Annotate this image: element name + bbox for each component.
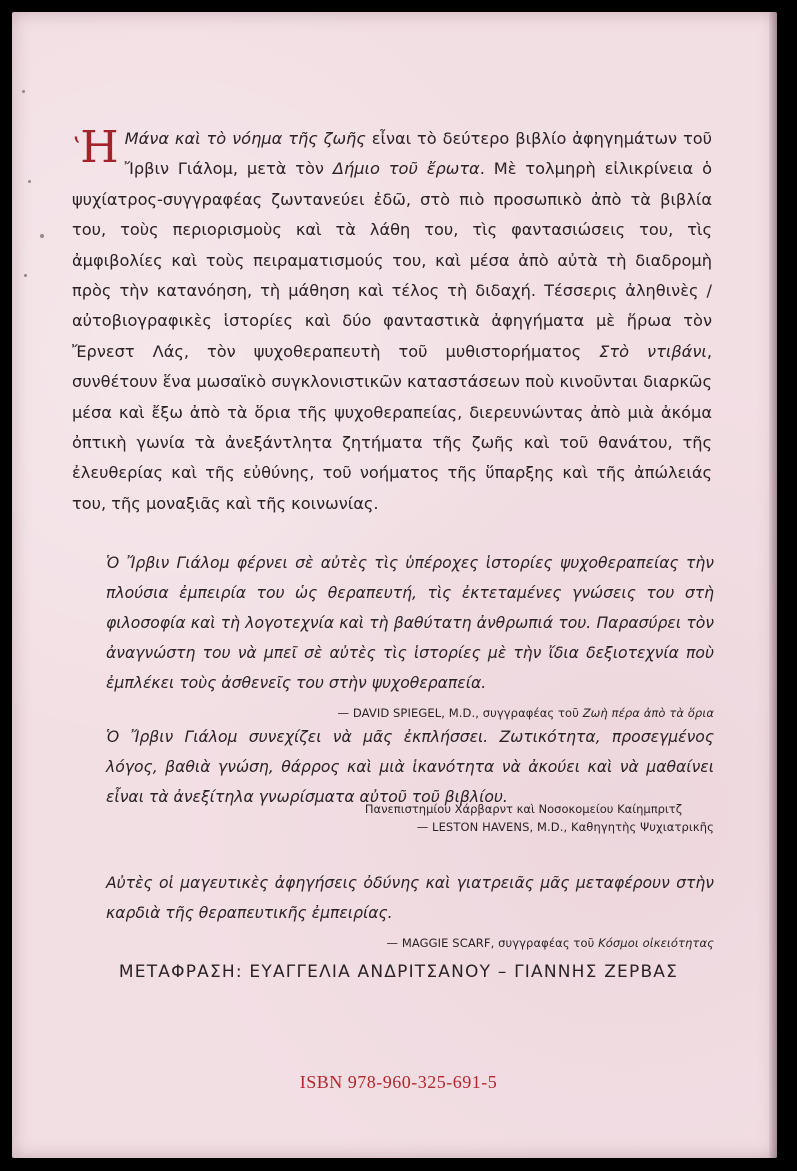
drop-cap-letter: Η — [80, 122, 119, 173]
quote-attribution — [387, 928, 714, 958]
blurb-title-part: Δήμιο τοῦ ἔρωτα — [332, 159, 480, 179]
isbn: ISBN 978-960-325-691-5 — [299, 1072, 498, 1092]
drop-cap-mark: ʽ — [72, 133, 81, 163]
quote-text: Ὁ Ἴρβιν Γιάλομ συνεχίζει νὰ μᾶς ἐκπλήσσει. Ζωτικότητα, προσεγμένος λόγος, βαθιὰ γνώση, θάρρος καὶ μιὰ ἱκανότητα νὰ ἀκούει καὶ νὰ μαθαίνει εἶναι τὰ ἀνεξίτηλα γνωρίσματα αὐτοῦ τοῦ βιβλίου. — [106, 728, 714, 806]
cover-edge — [769, 12, 777, 1158]
blurb-title-part: Στὸ ντιβάνι — [599, 341, 707, 361]
blurb-text-part: , συνθέτουν ἕνα μωσαϊκὸ συγκλονιστικῶν καταστάσεων ποὺ κινοῦνται διαρκῶς μέσα καὶ ἔξω ἀπὸ τὰ ὅρια τῆς ψυχοθεραπείας, διερευνώντας ἀπὸ μιὰ ἀκόμα ὀπτικὴ γωνία τὰ ἀνεξάντλητα ζητήματα τῆς ζωῆς καὶ τοῦ θανάτου, τῆς ἐλευθερίας καὶ τῆς εὐθύνης, τοῦ νοήματος τῆς ὕπαρξης καὶ τῆς ἀπώλειάς του, τῆς μοναξιᾶς καὶ τῆς κοινωνίας. — [72, 341, 713, 513]
quote-text: Ὁ Ἴρβιν Γιάλομ φέρνει σὲ αὐτὲς τὶς ὑπέροχες ἱστορίες ψυχοθεραπείας τὴν πλούσια ἐμπειρία του ὡς θεραπευτή, τὶς ἐκτεταμένες γνώσεις του στὴ φιλοσοφία καὶ τὴ λογοτεχνία καὶ τὴ βαθύτατη ἀνθρωπιά του. Παρασύρει τὸν ἀναγνώστη του νὰ μπεῖ σὲ αὐτὲς τὶς ἱστορίες μὲ τὴν ἴδια δεξιοτεχνία ποὺ ἐμπλέκει τοὺς ἀσθενεῖς του στὴν ψυχοθεραπεία. — [106, 554, 714, 692]
quote-attribution — [417, 812, 714, 842]
quote-text: Αὐτὲς οἱ μαγευτικὲς ἀφηγήσεις ὀδύνης καὶ γιατρειᾶς μᾶς μεταφέρουν στὴν καρδιὰ τῆς θεραπευτικῆς ἐμπειρίας. — [106, 874, 714, 922]
blurb-text-part: . Μὲ τολμηρὴ εἰλικρίνεια ὁ ψυχίατρος-συγγραφέας ζωντανεύει ἐδῶ, στὸ πιὸ προσωπικὸ ἀπὸ τὰ βιβλία του, τοὺς περιορισμοὺς καὶ τὰ λάθη του, τὶς φαντασιώσεις του, τὶς ἀμφιβολίες καὶ τοὺς πειραματισμούς του, καὶ μέσα ἀπὸ αὐτὰ τὴ διαδρομὴ πρὸς τὴν κατανόηση, τὴ μάθηση καὶ τέλος τὴ διδαχή. Τέσσερις ἀληθινὲς / αὐτοβιογραφικὲς ἱστορίες καὶ δύο φανταστικὰ ἀφηγήματα μὲ ἥρωα τὸν Ἔρνεστ Λάς, τὸν ψυχοθεραπευτὴ τοῦ μυθιστορήματος — [72, 159, 712, 361]
back-cover — [12, 12, 777, 1158]
book-blurb — [72, 124, 712, 519]
review-quote — [106, 722, 714, 842]
wear-speck — [24, 274, 27, 277]
attribution-book-title: Κόσμοι οἰκειότητας — [598, 936, 714, 950]
blurb-title-part: Μάνα καὶ τὸ νόημα τῆς ζωῆς — [124, 129, 366, 148]
drop-cap — [72, 122, 119, 173]
attribution-author: — MAGGIE SCARF, συγγραφέας τοῦ — [386, 936, 599, 950]
attribution-author: — LESTON HAVENS, M.D., Καθηγητὴς Ψυχιατρικῆς — [416, 820, 714, 834]
blurb-text-part: εἶναι τὸ δεύτερο βιβλίο ἀφηγημάτων τοῦ Ἴρβιν Γιάλομ, μετὰ τὸν — [124, 129, 712, 179]
wear-speck — [22, 90, 25, 93]
attribution-affiliation: Πανεπιστημίου Χάρβαρντ καὶ Νοσοκομείου Καίημπριτζ — [364, 802, 682, 816]
review-quote — [106, 548, 714, 728]
attribution-author: — DAVID SPIEGEL, M.D., συγγραφέας τοῦ — [337, 706, 583, 720]
translation-credit: ΜΕΤΑΦΡΑΣΗ: ΕΥΑΓΓΕΛΙΑ ΑΝΔΡΙΤΣΑΝΟΥ – ΓΙΑΝΝΗΣ ΖΕΡΒΑΣ — [118, 962, 679, 982]
attribution-book-title: Ζωὴ πέρα ἀπὸ τὰ ὅρια — [582, 706, 714, 720]
wear-speck — [40, 234, 44, 238]
wear-speck — [28, 180, 31, 183]
review-quote — [106, 868, 714, 958]
